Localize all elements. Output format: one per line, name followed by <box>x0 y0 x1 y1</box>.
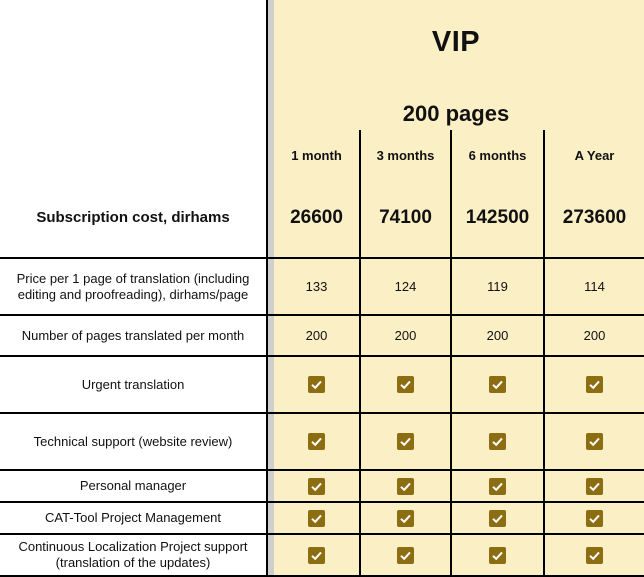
grid-line <box>266 0 268 577</box>
price-per-page-value: 119 <box>487 279 508 294</box>
check-icon <box>489 547 506 564</box>
check-icon <box>308 478 325 495</box>
period-header: A Year <box>574 147 615 163</box>
grid-line <box>0 314 644 316</box>
check-icon <box>489 510 506 527</box>
check-icon <box>586 510 603 527</box>
price-per-page-value: 124 <box>394 279 417 294</box>
subscription-cost-value: 273600 <box>562 207 627 228</box>
row-label-continuous-localization: Continuous Localization Project support (translation of the updates) <box>18 539 248 570</box>
check-icon <box>308 547 325 564</box>
check-icon <box>489 478 506 495</box>
period-header: 6 months <box>468 147 527 163</box>
check-icon <box>489 376 506 393</box>
grid-line <box>0 469 644 471</box>
grid-line <box>359 130 361 577</box>
check-icon <box>308 510 325 527</box>
plan-subtitle: 200 pages <box>402 101 510 126</box>
row-label-technical-support: Technical support (website review) <box>33 433 233 449</box>
pages-per-month-value: 200 <box>583 328 606 343</box>
check-icon <box>586 376 603 393</box>
plan-title: VIP <box>431 26 481 58</box>
subscription-cost-label: Subscription cost, dirhams <box>36 208 230 226</box>
row-label-cat-tool: CAT-Tool Project Management <box>44 510 222 525</box>
subscription-cost-value: 74100 <box>379 207 432 228</box>
grid-line <box>0 501 644 503</box>
price-per-page-value: 114 <box>584 279 605 294</box>
check-icon <box>397 478 414 495</box>
row-label-price-per-page: Price per 1 page of translation (including editing and proofreading), dirhams/page <box>16 270 250 302</box>
pages-per-month-value: 200 <box>486 328 509 343</box>
check-icon <box>308 433 325 450</box>
subscription-cost-value: 26600 <box>290 207 343 228</box>
subscription-cost-value: 142500 <box>465 207 530 228</box>
price-per-page-value: 133 <box>305 279 328 294</box>
grid-line <box>450 130 452 577</box>
check-icon <box>586 547 603 564</box>
pages-per-month-value: 200 <box>305 328 328 343</box>
check-icon <box>308 376 325 393</box>
check-icon <box>397 547 414 564</box>
check-icon <box>586 478 603 495</box>
row-label-urgent-translation: Urgent translation <box>81 376 185 392</box>
grid-line <box>543 130 545 577</box>
grid-line <box>0 257 644 259</box>
check-icon <box>397 510 414 527</box>
period-header: 1 month <box>291 147 342 163</box>
check-icon <box>397 433 414 450</box>
period-header: 3 months <box>376 147 435 163</box>
pages-per-month-value: 200 <box>394 328 417 343</box>
row-label-pages-per-month: Number of pages translated per month <box>21 327 245 343</box>
check-icon <box>586 433 603 450</box>
row-label-personal-manager: Personal manager <box>79 478 187 493</box>
grid-line <box>0 412 644 414</box>
grid-line <box>0 533 644 535</box>
check-icon <box>489 433 506 450</box>
grid-line <box>0 355 644 357</box>
check-icon <box>397 376 414 393</box>
